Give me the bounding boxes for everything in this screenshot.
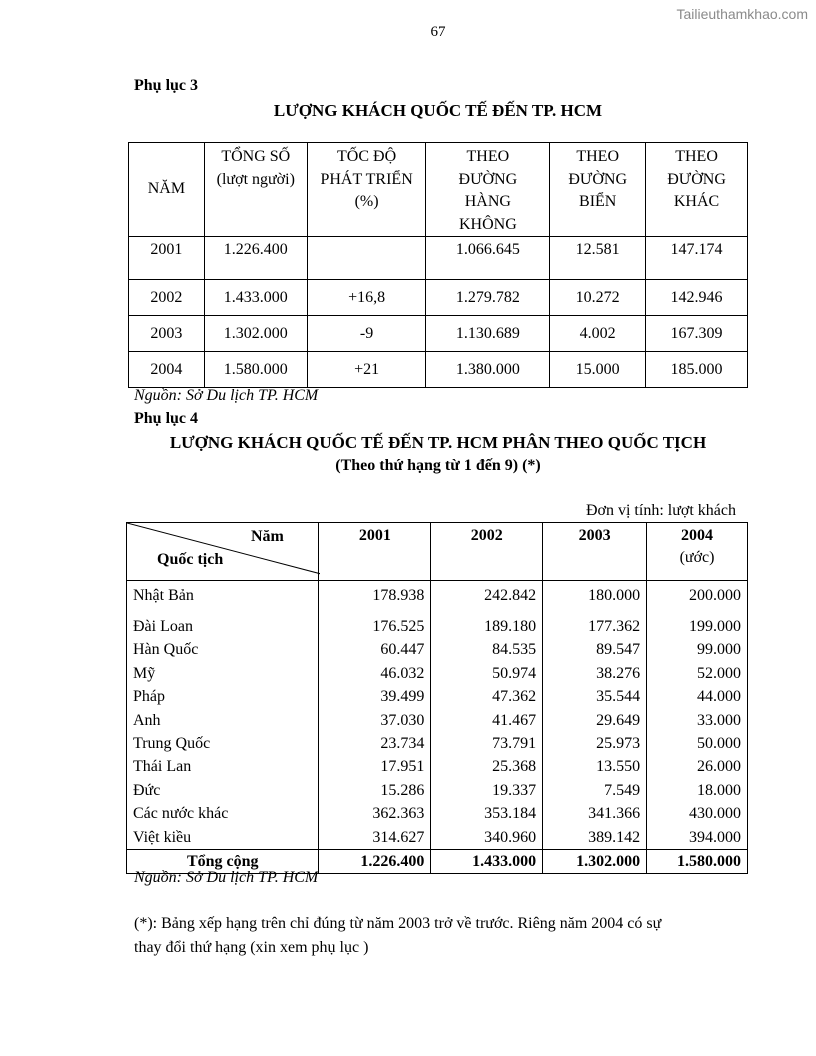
cell: 2002 xyxy=(129,280,205,316)
country-cell: Anh xyxy=(127,709,319,732)
cell: +16,8 xyxy=(307,280,426,316)
total-value: 1.226.400 xyxy=(319,850,431,874)
value-cell: 430.000 xyxy=(647,802,748,825)
value-cell: 177.362 xyxy=(543,615,647,638)
cell: 185.000 xyxy=(646,352,748,388)
table-row xyxy=(127,615,748,638)
cell: 4.002 xyxy=(550,316,646,352)
value-cell: 19.337 xyxy=(431,779,543,802)
cell xyxy=(307,237,426,280)
cell: 1.226.400 xyxy=(204,237,307,280)
cell: 2004 xyxy=(129,352,205,388)
corner-cell xyxy=(127,523,319,581)
page-number: 67 xyxy=(430,24,446,40)
value-cell: 178.938 xyxy=(319,581,431,616)
year-header: 2001 xyxy=(319,523,431,581)
appendix4-subtitle: (Theo thứ hạng từ 1 đến 9) (*) xyxy=(335,457,541,474)
value-cell: 23.734 xyxy=(319,732,431,755)
value-cell: 180.000 xyxy=(543,581,647,616)
table-row xyxy=(129,280,748,316)
cell: 1.433.000 xyxy=(204,280,307,316)
value-cell: 89.547 xyxy=(543,638,647,661)
value-cell: 29.649 xyxy=(543,709,647,732)
year-header: 2002 xyxy=(431,523,543,581)
value-cell: 13.550 xyxy=(543,755,647,778)
header-growth: TỐC ĐỘ PHÁT TRIỂN (%) xyxy=(307,143,426,237)
appendix3-label: Phụ lục 3 xyxy=(134,77,199,94)
value-cell: 341.366 xyxy=(543,802,647,825)
country-cell: Mỹ xyxy=(127,662,319,685)
table-row xyxy=(127,638,748,661)
value-cell: 50.000 xyxy=(647,732,748,755)
estimate-note: (ước) xyxy=(679,549,715,566)
header-other: THEO ĐƯỜNG KHÁC xyxy=(646,143,748,237)
appendix4-title: LƯỢNG KHÁCH QUỐC TẾ ĐẾN TP. HCM PHÂN THEO QUỐC TỊCH xyxy=(169,433,707,452)
value-cell: 200.000 xyxy=(647,581,748,616)
header-year: NĂM xyxy=(129,143,205,237)
header-sea: THEO ĐƯỜNG BIỂN xyxy=(550,143,646,237)
value-cell: 17.951 xyxy=(319,755,431,778)
value-cell: 37.030 xyxy=(319,709,431,732)
country-cell: Đức xyxy=(127,779,319,802)
value-cell: 39.499 xyxy=(319,685,431,708)
cell: 1.066.645 xyxy=(426,237,550,280)
value-cell: 394.000 xyxy=(647,826,748,850)
cell: 167.309 xyxy=(646,316,748,352)
appendix3-header-row xyxy=(129,143,748,237)
appendix3-source: Nguồn: Sở Du lịch TP. HCM xyxy=(134,387,319,404)
value-cell: 242.842 xyxy=(431,581,543,616)
appendix3-title: LƯỢNG KHÁCH QUỐC TẾ ĐẾN TP. HCM xyxy=(273,101,603,120)
country-cell: Pháp xyxy=(127,685,319,708)
value-cell: 353.184 xyxy=(431,802,543,825)
value-cell: 340.960 xyxy=(431,826,543,850)
corner-year-label: Năm xyxy=(251,528,284,545)
country-cell: Hàn Quốc xyxy=(127,638,319,661)
value-cell: 52.000 xyxy=(647,662,748,685)
total-label: Tổng cộng xyxy=(127,850,319,874)
value-cell: 38.276 xyxy=(543,662,647,685)
table-row xyxy=(127,779,748,802)
table-row xyxy=(129,352,748,388)
cell: 12.581 xyxy=(550,237,646,280)
table-row xyxy=(127,732,748,755)
table-row xyxy=(129,316,748,352)
appendix4-header-row xyxy=(127,523,748,581)
unit-label: Đơn vị tính: lượt khách xyxy=(585,502,736,519)
cell: 1.279.782 xyxy=(426,280,550,316)
cell: 2001 xyxy=(129,237,205,280)
watermark: Tailieuthamkhao.com xyxy=(676,6,808,22)
cell: 147.174 xyxy=(646,237,748,280)
value-cell: 46.032 xyxy=(319,662,431,685)
header-total: TỔNG SỐ (lượt người) xyxy=(204,143,307,237)
value-cell: 189.180 xyxy=(431,615,543,638)
country-cell: Nhật Bản xyxy=(127,581,319,616)
value-cell: 33.000 xyxy=(647,709,748,732)
cell: +21 xyxy=(307,352,426,388)
appendix4-label: Phụ lục 4 xyxy=(134,410,199,427)
value-cell: 84.535 xyxy=(431,638,543,661)
cell: 10.272 xyxy=(550,280,646,316)
value-cell: 362.363 xyxy=(319,802,431,825)
year-header: 2003 xyxy=(543,523,647,581)
table-row xyxy=(127,685,748,708)
table-row xyxy=(127,662,748,685)
total-value: 1.580.000 xyxy=(647,850,748,874)
value-cell: 44.000 xyxy=(647,685,748,708)
cell: 1.130.689 xyxy=(426,316,550,352)
country-cell: Đài Loan xyxy=(127,615,319,638)
value-cell: 35.544 xyxy=(543,685,647,708)
diagonal-divider xyxy=(127,523,320,577)
footnote-line: thay đổi thứ hạng (xin xem phụ lục ) xyxy=(134,939,369,956)
footnote xyxy=(134,912,754,960)
value-cell: 314.627 xyxy=(319,826,431,850)
value-cell: 26.000 xyxy=(647,755,748,778)
appendix3-table xyxy=(128,142,748,388)
table-row xyxy=(129,237,748,280)
country-cell: Việt kiều xyxy=(127,826,319,850)
header-air: THEO ĐƯỜNG HÀNG KHÔNG xyxy=(426,143,550,237)
value-cell: 73.791 xyxy=(431,732,543,755)
cell: 1.580.000 xyxy=(204,352,307,388)
value-cell: 7.549 xyxy=(543,779,647,802)
table-row xyxy=(127,802,748,825)
appendix4-table xyxy=(126,522,748,874)
value-cell: 25.973 xyxy=(543,732,647,755)
cell: 1.302.000 xyxy=(204,316,307,352)
table-row xyxy=(127,709,748,732)
country-cell: Thái Lan xyxy=(127,755,319,778)
corner-nationality-label: Quốc tịch xyxy=(157,551,224,568)
total-value: 1.302.000 xyxy=(543,850,647,874)
country-cell: Trung Quốc xyxy=(127,732,319,755)
value-cell: 47.362 xyxy=(431,685,543,708)
footnote-line: (*): Bảng xếp hạng trên chỉ đúng từ năm 2003 trở về trước. Riêng năm 2004 có sự xyxy=(134,915,662,932)
value-cell: 99.000 xyxy=(647,638,748,661)
country-cell: Các nước khác xyxy=(127,802,319,825)
value-cell: 199.000 xyxy=(647,615,748,638)
table-row xyxy=(127,581,748,616)
value-cell: 41.467 xyxy=(431,709,543,732)
appendix4-source: Nguồn: Sở Du lịch TP. HCM xyxy=(134,869,319,886)
cell: 15.000 xyxy=(550,352,646,388)
value-cell: 60.447 xyxy=(319,638,431,661)
total-value: 1.433.000 xyxy=(431,850,543,874)
value-cell: 18.000 xyxy=(647,779,748,802)
value-cell: 176.525 xyxy=(319,615,431,638)
value-cell: 50.974 xyxy=(431,662,543,685)
cell: 1.380.000 xyxy=(426,352,550,388)
value-cell: 389.142 xyxy=(543,826,647,850)
value-cell: 15.286 xyxy=(319,779,431,802)
value-cell: 25.368 xyxy=(431,755,543,778)
cell: 2003 xyxy=(129,316,205,352)
table-row xyxy=(127,755,748,778)
cell: -9 xyxy=(307,316,426,352)
cell: 142.946 xyxy=(646,280,748,316)
table-row xyxy=(127,826,748,850)
year-header: 2004 (ước) xyxy=(647,523,748,581)
